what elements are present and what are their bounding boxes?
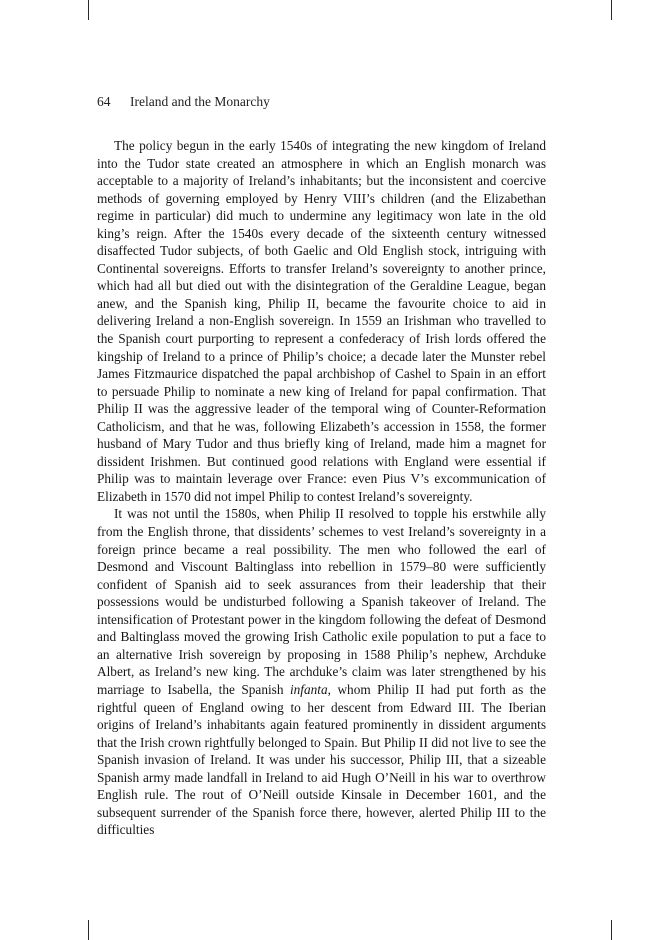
body-text [97, 137, 546, 839]
crop-mark-bottom-left [88, 920, 89, 940]
paragraph-2-text-b: , whom Philip II had put forth as the rightful queen of England owing to her descent from Edward III. The Iberian origins of Ireland’s inhabitants again featured prominently in dissident arguments that the Irish crown rightfully belonged to Spain. But Philip II did not live to see the Spanish invasion of Ireland. It was under his successor, Philip III, that a sizeable Spanish army made landfall in Ireland to aid Hugh O’Neill in his war to overthrow English rule. The rout of O’Neill outside Kinsale in December 1601, and the subsequent surrender of the Spanish force there, however, alerted Philip III to the difficulties [97, 681, 546, 838]
paragraph-1-text: The policy begun in the early 1540s of integrating the new kingdom of Ireland into the Tudor state created an atmosphere in which an English monarch was acceptable to a majority of Ireland’s inhabitants; but the inconsistent and coercive methods of governing employed by Henry VIII’s children (and the Elizabethan regime in particular) did much to undermine any legitimacy won late in the old king’s reign. After the 1540s every decade of the sixteenth century witnessed disaffected Tudor subjects, of both Gaelic and Old English stock, intriguing with Continental sovereigns. Efforts to transfer Ireland’s sovereignty to another prince, which had all but died out with the disintegration of the Geraldine League, began anew, and the Spanish king, Philip II, became the favourite choice to aid in delivering Ireland a non-English sovereign. In 1559 an Irishman who travelled to the Spanish court purporting to represent a confederacy of Irish lords offered the kingship of Ireland to a prince of Philip’s choice; a decade later the Munster rebel James Fitzmaurice dispatched the papal archbishop of Cashel to Spain in an effort to persuade Philip to nominate a new king of Ireland for papal confirmation. That Philip II was the aggressive leader of the temporal wing of Counter-Reformation Catholicism, and that he was, following Elizabeth’s accession in 1558, the former husband of Mary Tudor and thus briefly king of Ireland, made him a magnet for dissident Irishmen. But continued good relations with England were essential if Philip was to maintain leverage over France: even Pius V’s excommunication of Elizabeth in 1570 did not impel Philip to contest Ireland’s sovereignty. [97, 138, 546, 504]
running-title: Ireland and the Monarchy [130, 94, 270, 109]
crop-mark-top-left [88, 0, 89, 20]
paragraph-2-italic-infanta: infanta [289, 681, 328, 697]
page-number: 64 [97, 94, 111, 109]
paragraph-2 [97, 505, 546, 838]
paragraph-1 [97, 137, 546, 505]
paragraph-2-text-a: It was not until the 1580s, when Philip II resolved to topple his erstwhile ally from the English throne, that dissidents’ schemes to vest Ireland’s sovereignty in a foreign prince became a real possibility. The men who followed the earl of Desmond and Viscount Baltinglass into rebellion in 1579–80 were sufficiently confident of Spanish aid to seek assurances from their leadership that their possessions would be undisturbed following a Spanish takeover of Ireland. The intensification of Protestant power in the kingdom following the defeat of Desmond and Baltinglass moved the growing Irish Catholic exile population to put a face to an alternative Irish sovereign by proposing in 1588 Philip’s nephew, Archduke Albert, as Ireland’s new king. The archduke’s claim was later strengthened by his marriage to Isabella, the Spanish [97, 506, 546, 697]
crop-mark-top-right [611, 0, 612, 20]
crop-mark-bottom-right [611, 920, 612, 940]
page-content [97, 94, 546, 839]
page-header [97, 94, 546, 110]
